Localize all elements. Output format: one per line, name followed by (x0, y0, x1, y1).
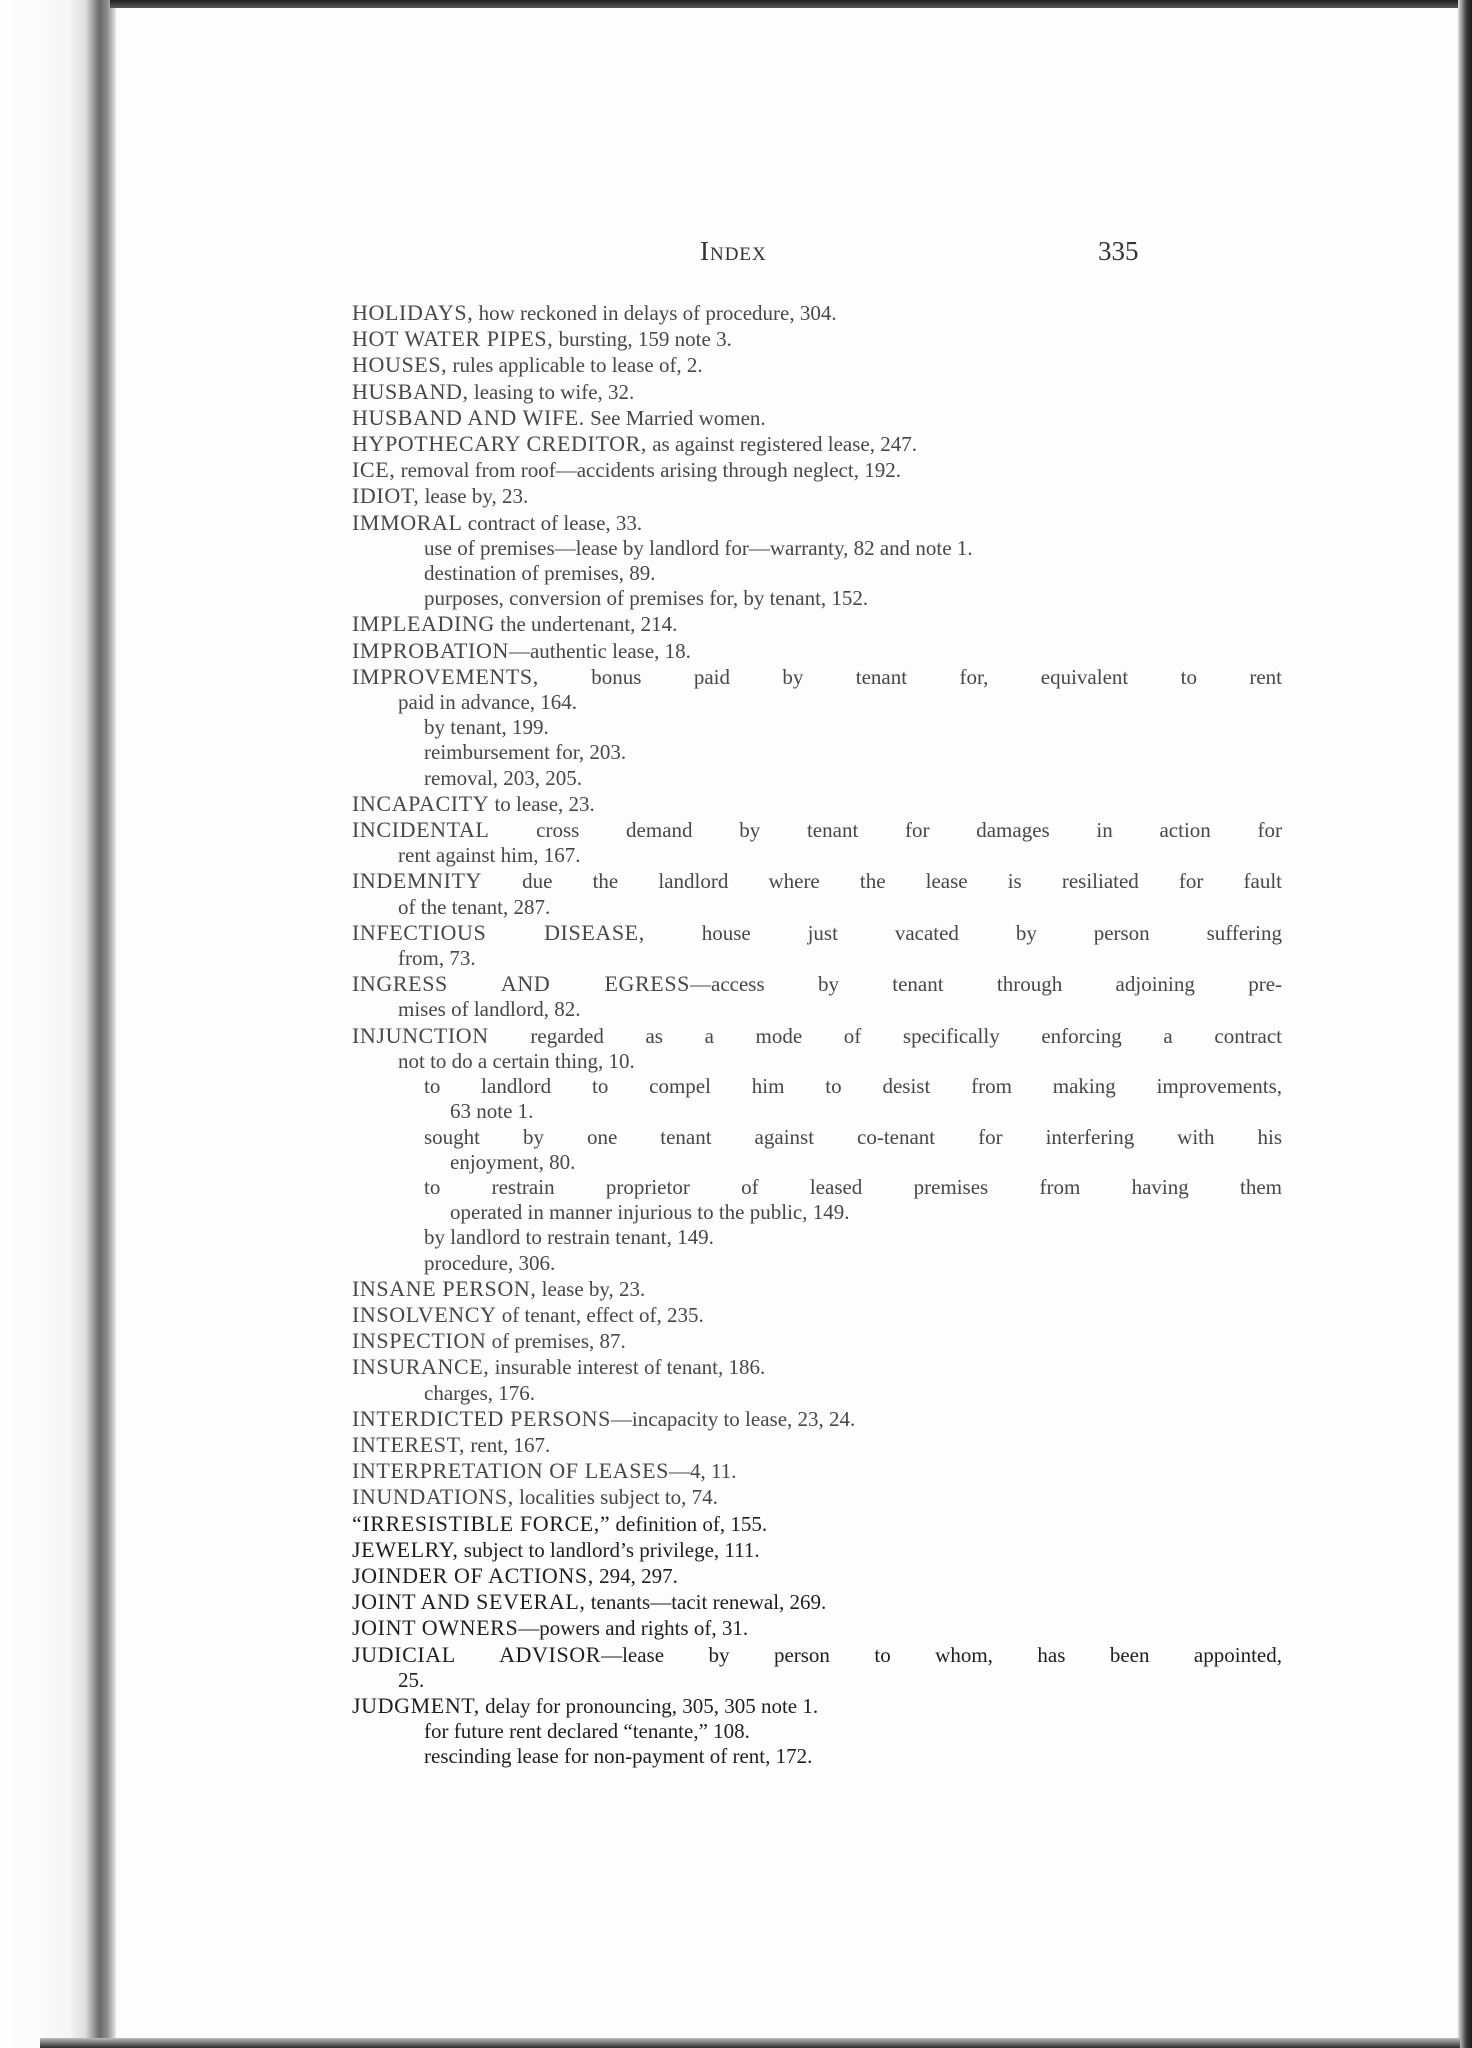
index-entry (352, 1432, 1282, 1458)
entry-text: —4, 11. (668, 1459, 737, 1484)
entry-heading: ICE, (352, 457, 396, 483)
index-entry (352, 300, 1282, 326)
subentry-text: charges, 176. (424, 1380, 535, 1405)
index-entry (352, 1023, 1282, 1074)
index-entry (352, 817, 1282, 868)
index-entry (352, 483, 1282, 509)
index-entry (352, 352, 1282, 378)
entry-heading: INTEREST, (352, 1431, 466, 1457)
entry-heading: INJUNCTION (352, 1022, 489, 1048)
entry-text: localities subject to, 74. (513, 1485, 718, 1510)
subentry-text: reimbursement for, 203. (424, 740, 627, 765)
subentry-text: procedure, 306. (424, 1250, 556, 1275)
subentry-text: purposes, conversion of premises for, by tenant, 152. (424, 586, 869, 611)
entry-text: insurable interest of tenant, 186. (489, 1355, 766, 1380)
subentry-text: to restrain proprietor of leased premises from having them (424, 1174, 1282, 1199)
entry-heading: INSURANCE, (352, 1354, 490, 1380)
entry-line (352, 638, 1282, 664)
entry-text: 294, 297. (593, 1563, 678, 1588)
scan-left-margin (0, 0, 86, 2048)
index-entry (352, 379, 1282, 405)
entry-text: delay for pronouncing, 305, 305 note 1. (479, 1693, 819, 1718)
entry-heading: IDIOT, (352, 483, 420, 509)
entry-text: of premises, 87. (486, 1329, 626, 1354)
index-entry (352, 405, 1282, 431)
entry-line (424, 1381, 1282, 1406)
index-subentry (352, 1125, 1282, 1175)
entry-heading: HOT WATER PIPES, (352, 326, 554, 352)
entry-heading: HUSBAND AND WIFE. (352, 404, 585, 430)
entry-text: rent, 167. (465, 1432, 551, 1457)
entry-heading: INCAPACITY (352, 790, 490, 816)
entry-heading: INCIDENTAL (352, 817, 490, 843)
subentry-text: rescinding lease for non-payment of rent, 172. (424, 1744, 813, 1769)
entry-text: due the landlord where the lease is resiliated for fault (482, 869, 1282, 894)
entry-heading: JOINDER OF ACTIONS, (352, 1562, 594, 1588)
index-entry (352, 1302, 1282, 1328)
entry-line (352, 791, 1282, 817)
entry-heading: INSOLVENCY (352, 1301, 497, 1327)
entry-text: definition of, 155. (610, 1511, 768, 1536)
entry-line (352, 300, 1282, 326)
subentry-text: by tenant, 199. (424, 715, 549, 740)
entry-line (352, 431, 1282, 457)
entry-heading: HUSBAND, (352, 378, 469, 404)
subentry-text: for future rent declared “tenante,” 108. (424, 1719, 750, 1744)
entry-text: contract of lease, 33. (462, 510, 643, 535)
index-entry (352, 1354, 1282, 1380)
index-entry (352, 611, 1282, 637)
index-entry (352, 1458, 1282, 1484)
index-subentry (352, 1719, 1282, 1744)
entry-line (352, 664, 1282, 690)
entry-line (352, 1615, 1282, 1641)
subentry-text: to landlord to compel him to desist from making improvements, (424, 1074, 1282, 1099)
index-entry (352, 638, 1282, 664)
index-subentry (352, 715, 1282, 740)
entry-text: —access by tenant through adjoining pre- (690, 972, 1283, 997)
entry-heading: JOINT AND SEVERAL, (352, 1589, 586, 1615)
index-entry (352, 1615, 1282, 1641)
entry-continuation: from, 73. (398, 946, 476, 971)
entry-heading: HYPOTHECARY CREDITOR, (352, 431, 647, 457)
entry-line (424, 1175, 1282, 1200)
entry-line (352, 1511, 1282, 1537)
entry-text: —incapacity to lease, 23, 24. (610, 1406, 856, 1431)
entry-text: house just vacated by person suffering (644, 920, 1282, 945)
entry-line (352, 1354, 1282, 1380)
entry-heading: INSANE PERSON, (352, 1275, 537, 1301)
subentry-text: use of premises—lease by landlord for—warranty, 82 and note 1. (424, 535, 973, 560)
entry-heading: IMPLEADING (352, 611, 495, 637)
index-entry (352, 920, 1282, 971)
entry-heading: JOINT OWNERS (352, 1615, 519, 1641)
index-subentry (352, 1251, 1282, 1276)
index-entry (352, 868, 1282, 919)
entry-heading: INUNDATIONS, (352, 1484, 514, 1510)
entry-line (352, 457, 1282, 483)
entry-line (352, 1693, 1282, 1719)
entry-heading: “IRRESISTIBLE FORCE,” (352, 1510, 611, 1536)
entry-heading: JEWELRY, (352, 1536, 459, 1562)
entry-heading: HOUSES, (352, 352, 448, 378)
entry-line (424, 1744, 1282, 1769)
entry-text: regarded as a mode of specifically enforcing a contract (488, 1023, 1282, 1048)
index-entry (352, 1328, 1282, 1354)
subentry-text: sought by one tenant against co-tenant for interfering with his (424, 1124, 1282, 1149)
index-entry (352, 1537, 1282, 1563)
index-entry (352, 664, 1282, 715)
entry-continuation: operated in manner injurious to the public, 149. (450, 1200, 850, 1225)
index-entry (352, 791, 1282, 817)
index-subentry (352, 536, 1282, 561)
entry-text: subject to landlord’s privilege, 111. (458, 1537, 760, 1562)
index-entry (352, 1642, 1282, 1693)
entry-text: lease by, 23. (419, 484, 529, 509)
entry-line (352, 1537, 1282, 1563)
entry-heading: JUDGMENT, (352, 1692, 480, 1718)
entry-line (424, 1225, 1282, 1250)
entry-line (424, 1251, 1282, 1276)
entry-line (352, 1589, 1282, 1615)
entry-heading: INFECTIOUS DISEASE, (352, 919, 645, 945)
index-entry (352, 457, 1282, 483)
entry-heading: INTERPRETATION OF LEASES (352, 1458, 669, 1484)
entry-line (352, 1023, 1282, 1049)
index-entry (352, 1276, 1282, 1302)
running-head: Index (700, 236, 767, 266)
entry-heading: INSPECTION (352, 1328, 487, 1354)
index-subentry (352, 740, 1282, 765)
entry-line (424, 715, 1282, 740)
entry-continuation: mises of landlord, 82. (398, 997, 581, 1022)
entry-heading: IMMORAL (352, 509, 463, 535)
entry-text: bursting, 159 note 3. (553, 327, 732, 352)
entry-line (352, 817, 1282, 843)
entry-heading: IMPROVEMENTS, (352, 663, 539, 689)
index-subentry (352, 1744, 1282, 1769)
book-page (116, 8, 1458, 2038)
entry-line (352, 483, 1282, 509)
entry-continuation: 63 note 1. (450, 1099, 534, 1124)
entry-line (352, 1432, 1282, 1458)
index-entries (352, 300, 1282, 1770)
entry-text: how reckoned in delays of procedure, 304. (473, 301, 837, 325)
index-entry (352, 971, 1282, 1022)
entry-text: removal from roof—accidents arising through neglect, 192. (395, 458, 901, 483)
index-entry (352, 431, 1282, 457)
index-subentry (352, 1381, 1282, 1406)
subentry-text: removal, 203, 205. (424, 765, 583, 790)
subentry-text: by landlord to restrain tenant, 149. (424, 1225, 714, 1250)
entry-continuation: rent against him, 167. (398, 843, 581, 868)
entry-line (352, 405, 1282, 431)
entry-line (424, 766, 1282, 791)
entry-line (352, 326, 1282, 352)
index-subentry (352, 1074, 1282, 1124)
page-number: 335 (1098, 236, 1139, 266)
index-entry (352, 1693, 1282, 1719)
entry-continuation: enjoyment, 80. (450, 1149, 576, 1174)
entry-text: —lease by person to whom, has been appointed, (601, 1642, 1282, 1667)
entry-line (424, 1074, 1282, 1099)
entry-line (352, 868, 1282, 894)
index-subentry (352, 766, 1282, 791)
entry-line (352, 1642, 1282, 1668)
scan-top-edge (110, 0, 1472, 8)
entry-heading: IMPROBATION (352, 637, 509, 663)
index-entry (352, 510, 1282, 536)
page-header (116, 236, 1458, 276)
entry-line (352, 1328, 1282, 1354)
entry-line (424, 1719, 1282, 1744)
entry-heading: INGRESS AND EGRESS (352, 971, 690, 997)
entry-text: —authentic lease, 18. (508, 638, 691, 663)
entry-text: —powers and rights of, 31. (518, 1616, 749, 1641)
entry-line (424, 740, 1282, 765)
entry-text: tenants—tacit renewal, 269. (585, 1590, 827, 1615)
entry-line (352, 1302, 1282, 1328)
entry-line (352, 1484, 1282, 1510)
scan-bottom-edge (40, 2038, 1460, 2048)
scan-right-edge (1458, 0, 1472, 2048)
index-subentry (352, 1225, 1282, 1250)
entry-text: as against registered lease, 247. (646, 432, 917, 457)
entry-text: of tenant, effect of, 235. (496, 1302, 704, 1327)
index-subentry (352, 561, 1282, 586)
entry-line (424, 561, 1282, 586)
entry-line (352, 1276, 1282, 1302)
entry-text: the undertenant, 214. (494, 612, 678, 637)
entry-line (352, 1458, 1282, 1484)
entry-line (424, 1125, 1282, 1150)
entry-text: lease by, 23. (536, 1276, 646, 1301)
index-subentry (352, 586, 1282, 611)
index-entry (352, 1589, 1282, 1615)
entry-heading: INTERDICTED PERSONS (352, 1405, 611, 1431)
entry-line (352, 971, 1282, 997)
entry-heading: INDEMNITY (352, 868, 483, 894)
entry-line (424, 536, 1282, 561)
entry-heading: JUDICIAL ADVISOR (352, 1641, 602, 1667)
entry-text: bonus paid by tenant for, equivalent to rent (538, 664, 1282, 689)
entry-line (352, 1563, 1282, 1589)
entry-text: rules applicable to lease of, 2. (447, 353, 703, 378)
entry-line (352, 352, 1282, 378)
entry-line (352, 920, 1282, 946)
entry-heading: HOLIDAYS, (352, 300, 474, 325)
entry-line (352, 379, 1282, 405)
index-entry (352, 1484, 1282, 1510)
entry-line (352, 1406, 1282, 1432)
entry-continuation: paid in advance, 164. (398, 690, 578, 715)
entry-text: cross demand by tenant for damages in action for (489, 818, 1282, 843)
entry-continuation: 25. (398, 1667, 425, 1692)
index-entry (352, 1563, 1282, 1589)
entry-text: to lease, 23. (489, 791, 595, 816)
entry-text: See Married women. (584, 405, 766, 430)
entry-continuation: not to do a certain thing, 10. (398, 1048, 635, 1073)
entry-line (424, 586, 1282, 611)
index-entry (352, 1406, 1282, 1432)
scan-binding-edge (86, 0, 116, 2048)
index-entry (352, 326, 1282, 352)
entry-text: leasing to wife, 32. (468, 379, 635, 404)
index-entry (352, 1511, 1282, 1537)
index-subentry (352, 1175, 1282, 1225)
entry-line (352, 510, 1282, 536)
entry-line (352, 611, 1282, 637)
entry-continuation: of the tenant, 287. (398, 894, 551, 919)
subentry-text: destination of premises, 89. (424, 561, 656, 586)
